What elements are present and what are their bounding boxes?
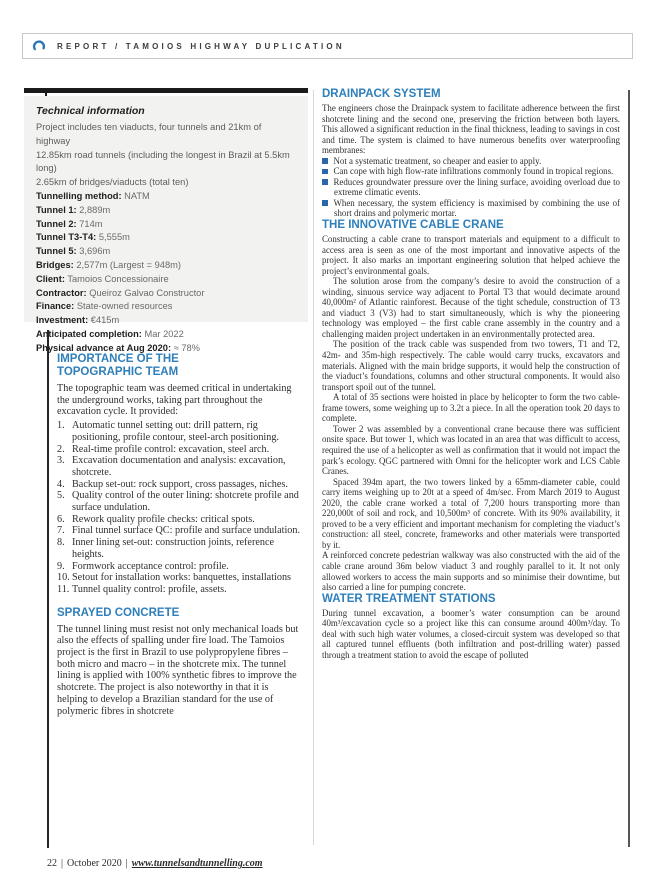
- tech-box-field: [36, 204, 296, 218]
- page-header: [22, 33, 633, 59]
- topographic-list-item: [57, 444, 301, 456]
- list-item-text: Formwork acceptance control: profile.: [72, 560, 229, 572]
- list-item-number: 2.: [57, 443, 65, 455]
- tech-box-field: [36, 287, 296, 301]
- magazine-logo-icon: [32, 39, 46, 53]
- topographic-list-item: [57, 584, 301, 596]
- tech-box-field: [36, 218, 296, 232]
- list-item-number: 7.: [57, 525, 65, 537]
- tech-field-value: Queiroz Galvao Constructor: [89, 287, 205, 298]
- benefit-text: Not a systematic treatment, so cheaper and easier to apply.: [333, 155, 542, 166]
- section-heading-sprayed-concrete: SPRAYED CONCRETE: [57, 606, 180, 619]
- tech-field-label: Tunnel 1:: [36, 204, 77, 215]
- tech-field-label: Contractor:: [36, 287, 87, 298]
- article-paragraph: The position of the track cable was suspended from two towers, T1 and T2, 42m- and 35m-high respectively. The cable would carry trucks, excavators and materials. Aligned with the main bridge supports, it would help the construction of the viaduct’s foundations, columns and other structural components. It would also transport spoil out of the tunnel.: [322, 339, 620, 392]
- tech-field-value: 2,577m (Largest = 948m): [76, 259, 181, 270]
- tech-box-top-bar: [24, 88, 308, 93]
- list-item-number: 4.: [57, 478, 65, 490]
- tech-field-label: Bridges:: [36, 259, 74, 270]
- topographic-list-item: [57, 479, 301, 491]
- list-item-number: 10.: [57, 572, 70, 584]
- benefit-text: Can cope with high flow-rate infiltrations commonly found in tropical regions.: [333, 166, 614, 177]
- tech-box-field: [36, 259, 296, 273]
- list-item-text: Automatic tunnel setting out: drill pattern, rig positioning, profile contour, steel-arch positioning.: [72, 420, 279, 443]
- left-sidebar-column: [57, 353, 301, 719]
- tech-box-field: [36, 300, 296, 314]
- section-heading-water-treatment: WATER TREATMENT STATIONS: [322, 592, 496, 605]
- tech-field-label: Tunnel T3-T4:: [36, 232, 97, 243]
- list-item-text: Excavation documentation and analysis: excavation, shotcrete.: [72, 455, 286, 478]
- tech-box-field: [36, 245, 296, 259]
- topographic-list-item: [57, 490, 301, 513]
- list-item-number: 9.: [57, 560, 65, 572]
- tech-field-value: 3,696m: [79, 246, 111, 257]
- tech-field-label: Tunnel 5:: [36, 246, 77, 257]
- topographic-list-item: [57, 455, 301, 478]
- section-heading-drainpack: DRAINPACK SYSTEM: [322, 88, 441, 100]
- tech-field-value: 714m: [79, 218, 103, 229]
- tech-box-intro: [36, 121, 296, 190]
- tech-field-value: 5,555m: [98, 232, 130, 243]
- list-item-text: Rework quality profile checks: critical spots.: [72, 513, 255, 525]
- tech-field-value: €415m: [90, 315, 120, 326]
- tech-field-label: Physical advance at Aug 2020:: [36, 342, 172, 353]
- topographic-list-item: [57, 514, 301, 526]
- technical-info-box: [24, 96, 308, 353]
- tech-field-value: State-owned resources: [76, 301, 173, 312]
- tech-box-field: [36, 314, 296, 328]
- topographic-list-item: [57, 420, 301, 443]
- topographic-intro: The topographic team was deemed critical in undertaking the underground works, taking part throughout the excavation cycle. It provided:: [57, 383, 292, 418]
- header-title: REPORT / TAMOIOS HIGHWAY DUPLICATION: [57, 41, 345, 51]
- list-item-number: 11.: [57, 583, 70, 595]
- tech-field-label: Client:: [36, 273, 65, 284]
- tech-box-field: [36, 231, 296, 245]
- tech-box-field: [36, 273, 296, 287]
- topographic-list-item: [57, 525, 301, 537]
- list-item-number: 6.: [57, 513, 65, 525]
- page-number: 22: [47, 858, 57, 869]
- tech-field-label: Anticipated completion:: [36, 328, 142, 339]
- benefit-text: When necessary, the system efficiency is maximised by combining the use of short drains and polymeric mortar.: [333, 197, 620, 219]
- article-paragraph: Constructing a cable crane to transport materials and equipment to a difficult to access area is seen as one of the most important and innovative aspects of the project. It also marks an important engineering solution that helped achieve the project’s environmental goals.: [322, 234, 620, 276]
- water-treatment-body: [322, 608, 620, 661]
- tech-field-value: Tamoios Concessionaire: [67, 273, 169, 284]
- magazine-url-link[interactable]: www.tunnelsandtunnelling.com: [131, 858, 263, 869]
- tech-box-intro-line: 12.85km road tunnels (including the longest in Brazil at 5.5km long): [36, 149, 290, 174]
- benefit-list-item: [322, 166, 620, 177]
- tech-field-value: Mar 2022: [144, 328, 184, 339]
- square-bullet-icon: [322, 169, 328, 175]
- list-item-number: 1.: [57, 420, 65, 432]
- topographic-list-item: [57, 561, 301, 573]
- footer-separator: |: [125, 858, 128, 869]
- cable-crane-body: [322, 234, 620, 593]
- section-heading-topographic: IMPORTANCE OF THE TOPOGRAPHIC TEAM: [57, 353, 179, 378]
- article-paragraph: A total of 35 sections were hoisted in place by helicopter to form the two cable-frame towers, some weighing up to 3.2t a piece. In all the operation took 20 days to complete.: [322, 392, 620, 424]
- list-item-text: Inner lining set-out: construction joints, reference heights.: [72, 537, 274, 560]
- sidebar-left-rule: [47, 330, 49, 848]
- tech-box-field: [36, 328, 296, 342]
- main-article-column: [322, 88, 620, 660]
- list-item-text: Setout for installation works: banquettes, installations: [72, 572, 292, 584]
- topographic-list-item: [57, 537, 301, 560]
- topographic-list: [57, 420, 301, 596]
- issue-date: October 2020: [67, 858, 122, 869]
- footer-separator: |: [61, 858, 64, 869]
- tech-field-value: 2,889m: [79, 204, 111, 215]
- list-item-number: 3.: [57, 455, 65, 467]
- article-paragraph: During tunnel excavation, a boomer’s water consumption can be around 40m³/excavation cycle so a project like this can consume around 400m³/day. To deal with such high water volumes, a closed-circuit system was developed so that all captured tunnel effluents (both infiltration and post-drilling water) passed through a treatment station to avoid the escape of polluted: [322, 607, 620, 660]
- square-bullet-icon: [322, 158, 328, 164]
- list-item-text: Backup set-out: rock support, cross passages, niches.: [72, 478, 288, 490]
- benefit-text: Reduces groundwater pressure over the lining surface, avoiding overload due to extreme climatic events.: [333, 176, 620, 198]
- article-paragraph: Tower 2 was assembled by a conventional crane because there was sufficient onsite space. But tower 1, which was located in an area that was difficult to access, required the use of a helicopter as well as confirmation that it would not impact the park’s ecology. QGC partnered with Omni for the helicopter work and LCS Cable Cranes.: [322, 423, 620, 477]
- article-paragraph: A reinforced concrete pedestrian walkway was also constructed with the aid of the cable crane around 36m below viaduct 3 and roughly parallel to it. It not only allowed workers to access the main supports and so minimise their downtime, but also carried a line for pumping concrete.: [322, 550, 620, 593]
- topographic-list-item: [57, 572, 301, 584]
- list-item-text: Quality control of the outer lining: shotcrete profile and surface undulation.: [72, 490, 299, 514]
- tech-field-value: ≈ 78%: [173, 342, 200, 353]
- article-paragraph: Spaced 394m apart, the two towers linked by a 65mm-diameter cable, could carry items weighing up to 20t at a speed of 4m/sec. From March 2019 to August 2020, the cable crane worked a total of 7,200 hours transporting more than 220,000t of soil and rock, and 10,500m³ of concrete. With its 90% availability, it proved to be a very efficient and important mechanism for completing the viaduct’s construction: all steel, concrete, frameworks and other materials were transported by it.: [322, 476, 620, 550]
- tech-box-fields: [36, 190, 296, 356]
- section-heading-cable-crane: THE INNOVATIVE CABLE CRANE: [322, 219, 504, 232]
- sprayed-concrete-body: The tunnel lining must resist not only mechanical loads but also the effects of spalling under fire load. The Tamoios project is the first in Brazil to use polypropylene fibres – both micro and macro – in the shotcrete mix. The tunnel lining is applied with 100% synthetic fibres to improve the shotcrete. The project is also noteworthy in that it is helping to develop a Brazilian standard for the use of polymeric fibres in shotcrete: [57, 623, 299, 717]
- drainpack-intro: The engineers chose the Drainpack system to facilitate adherence between the first shotcrete lining and the second one, preserving the friction between both layers. This allowed a significant reduction in the final thickness, leading to savings in cost and time. The system is claimed to have numerous benefits over waterproofing membranes:: [322, 103, 620, 156]
- drainpack-benefits-list: [322, 156, 620, 219]
- tech-field-value: NATM: [124, 190, 150, 201]
- page-footer: [47, 858, 263, 869]
- column-divider-rule: [313, 90, 314, 845]
- list-item-number: 8.: [57, 537, 65, 549]
- tech-field-label: Investment:: [36, 315, 89, 326]
- article-paragraph: The solution arose from the company’s desire to avoid the construction of a winding, sinuous service way adjacent to Portal T3 that would decimate around 40,000m² of Atlantic rainforest. Because of the tight schedule, construction of T3 and viaduct 3 (V3) had to start simultaneously, which is why the pioneering technology was employed – the first cable crane assembly in the country and a challenging maiden project undertaken in an environmentally protected area.: [322, 276, 620, 339]
- list-item-text: Final tunnel surface QC: profile and surface undulation.: [72, 525, 301, 537]
- tech-field-label: Tunnel 2:: [36, 218, 77, 229]
- tech-field-label: Tunnelling method:: [36, 190, 122, 201]
- page-right-edge-rule: [628, 90, 630, 847]
- square-bullet-icon: [322, 200, 328, 206]
- square-bullet-icon: [322, 179, 328, 185]
- tech-box-title: Technical information: [36, 105, 145, 117]
- list-item-text: Real-time profile control: excavation, steel arch.: [72, 443, 270, 455]
- tech-field-label: Finance:: [36, 301, 75, 312]
- list-item-text: Tunnel quality control: profile, assets.: [72, 583, 227, 595]
- benefit-list-item: [322, 156, 620, 167]
- tech-box-intro-line: 2.65km of bridges/viaducts (total ten): [36, 177, 189, 188]
- benefit-list-item: [322, 177, 620, 198]
- list-item-number: 5.: [57, 490, 65, 502]
- tech-box-intro-line: Project includes ten viaducts, four tunnels and 21km of highway: [36, 122, 262, 146]
- tech-box-field: [36, 190, 296, 204]
- benefit-list-item: [322, 198, 620, 219]
